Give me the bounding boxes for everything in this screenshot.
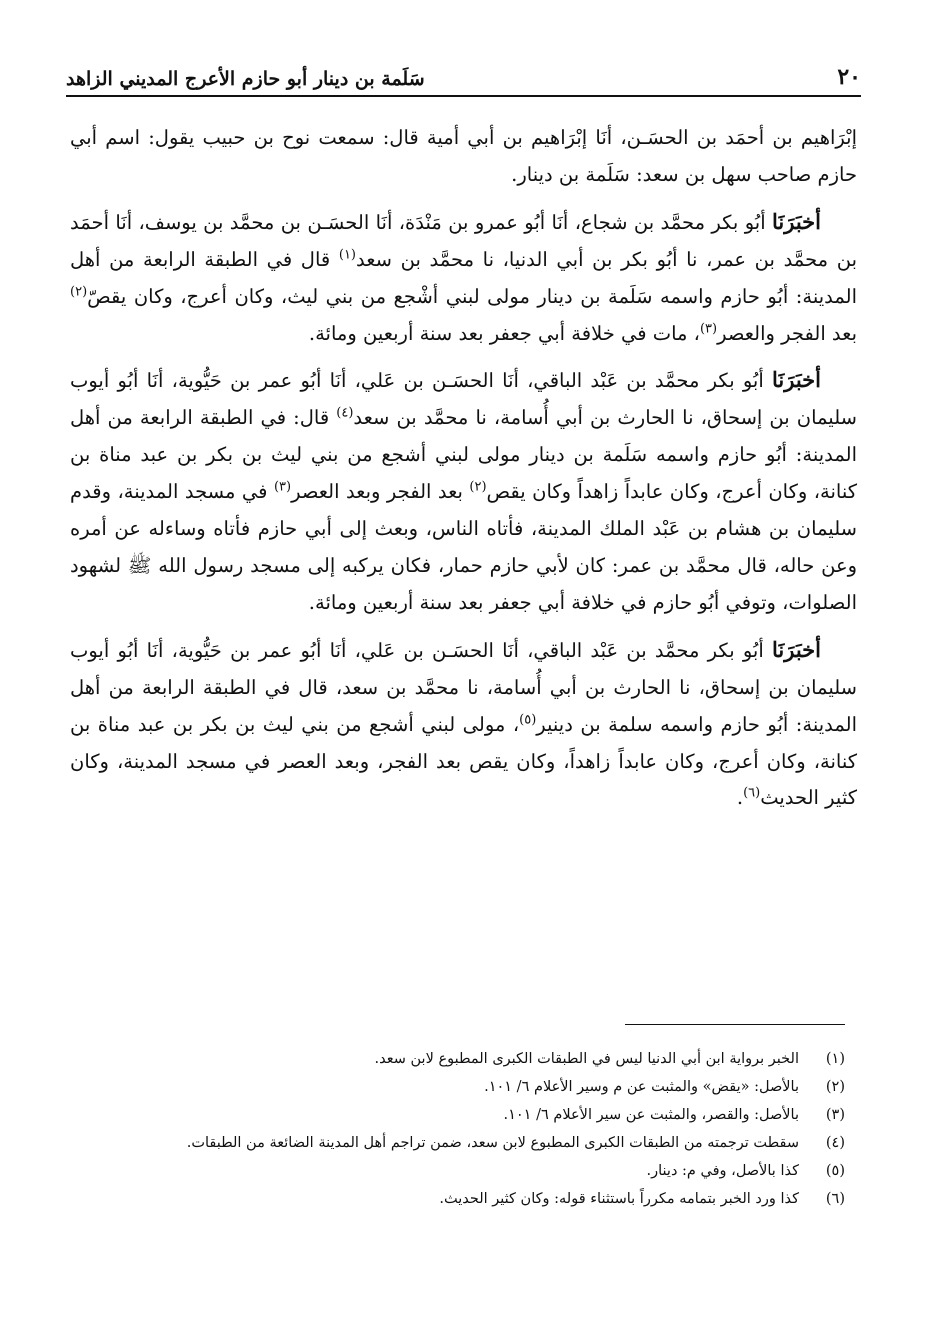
footnote-item [80,1185,845,1213]
paragraph-text: ، مات في خلافة أبي جعفر بعد سنة أربعين ومائة. [308,321,700,345]
paragraph-text: أبُو بكر محمَّد بن عَبْد الباقي، أنَا الحسَـن بن عَلي، أنَا أبُو عمر بن حَيُّوية، أنَا أبُو أيوب سليمان بن إسحاق، نا الحارث بن أبي أُسامة، نا محمَّد بن سعد [70,369,857,430]
paragraph-text: إبْرَاهيم بن أحمَد بن الحسَـن، أنَا إبْرَاهيم بن أبي أمية قال: سمعت نوح بن حبيب يقول: اسم أبي حازم صاحب سهل بن سعد: سَلَمة بن دينار. [70,126,857,186]
paragraph-1 [70,120,857,194]
footnote-marker: (٢) [469,479,487,495]
footnote-marker: (٣) [699,321,718,337]
paragraph-text: بعد الفجر والعصر [717,321,857,345]
footnote-text: بالأصل: والقصر، والمثبت عن سير الأعلام ٦/ ١٠١. [503,1107,799,1123]
footnote-number: (٤) [825,1135,845,1151]
paragraph-text: قال في الطبقة الرابعة من أهل المدينة: أبُو حازم واسمه سَلَمة بن دينار مولى لبني أشْجع من بني ليث، وكان أعرج، وكان يقصّ [70,247,857,308]
footnote-item [80,1045,845,1073]
footnote-text: بالأصل: «يقض» والمثبت عن م وسير الأعلام ٦/ ١٠١. [484,1079,799,1095]
footnote-number: (٣) [825,1107,845,1123]
paragraph-text: ، مولى لبني أشجع من بني ليث بن بكر بن عبد مناة بن كنانة، وكان أعرج، وكان عابداً زاهداً، وكان يقص بعد الفجر، وبعد العصر في مسجد المدينة، وكان كثير الحديث [70,712,857,810]
footnote-marker: (١) [338,247,356,263]
footnote-number: (٢) [825,1079,845,1095]
footnote-marker: (٤) [336,405,354,421]
paragraph-text: قال: في الطبقة الرابعة من أهل المدينة: أبُو حازم واسمه سَلَمة بن دينار مولى لبني أشجع من بني ليث بن بكر بن عبد مناة بن كنانة، وكان أعرج، وكان عابداً زاهداً وكان يقص [70,406,857,504]
footnote-item [80,1157,845,1185]
footnote-item [80,1073,845,1101]
footnote-text: كذا بالأصل، وفي م: دينار. [646,1163,799,1179]
footnote-marker: (٥) [519,712,537,728]
page-number: ٢٠ [837,64,861,90]
page-header [66,58,861,90]
paragraph-4 [70,632,857,818]
footnote-text: الخبر برواية ابن أبي الدنيا ليس في الطبقات الكبرى المطبوع لابن سعد. [374,1051,799,1067]
main-text [70,120,857,827]
footnote-rule [625,1024,845,1025]
footnote-number: (٥) [825,1163,845,1179]
footnote-marker: (٣) [273,479,292,495]
paragraph-lead: أخبَرَنَا [772,636,821,662]
paragraph-text: في مسجد المدينة، وقدم سليمان بن هشام بن عَبْد الملك المدينة، فأتاه الناس، وبعث إلى أبي حازم فأتاه وساءله عن أمره وعن حاله، قال محمَّد بن عمر: كان لأبي حازم حمار، فكان يركبه إلى مسجد رسول الله ﷺ لشهود الصلوات، وتوفي أبُو حازم في خلافة أبي جعفر بعد سنة أربعين ومائة. [70,480,857,614]
footnote-marker: (٦) [743,785,761,801]
footnote-text: كذا ورد الخبر بتمامه مكرراً باستثناء قوله: وكان كثير الحديث. [439,1191,799,1207]
paragraph-text: . [736,786,744,810]
footnote-number: (١) [825,1051,845,1067]
footnote-item [80,1101,845,1129]
paragraph-3 [70,362,857,621]
footnote-number: (٦) [825,1191,845,1207]
footnote-item [80,1129,845,1157]
footnote-text: سقطت ترجمته من الطبقات الكبرى المطبوع لابن سعد، ضمن تراجم أهل المدينة الضائعة من الطبقات. [186,1135,799,1151]
footnote-marker: (٢) [70,284,88,300]
footnotes [80,1045,845,1213]
header-rule [66,95,861,97]
paragraph-text: أبُو بكر محمَّد بن شجاع، أنَا أبُو عمرو بن مَنْدَة، أنَا الحسَـن بن محمَّد بن يوسف، أنَا أحمَد بن محمَّد بن عمر، نا أبُو بكر بن أبي الدنيا، نا محمَّد بن سعد [70,210,857,271]
paragraph-2 [70,204,857,353]
paragraph-lead: أخبَرَنَا [772,367,821,393]
paragraph-text: أبُو بكر محمَّد بن عَبْد الباقي، أنَا الحسَـن بن عَلي، أنَا أبُو عمر بن حَيُّوية، أنَا أبُو أيوب سليمان بن إسحاق، نا الحارث بن أبي أُسامة، نا محمَّد بن سعد، قال في الطبقة الرابعة من أهل المدينة: أبُو حازم واسمه سلمة بن دينير [70,638,857,736]
paragraph-lead: أخبَرَنَا [772,208,821,234]
running-title: سَلَمة بن دينار أبو حازم الأعرج المديني الزاهد [66,68,425,90]
paragraph-text: بعد الفجر وبعد العصر [291,480,470,504]
